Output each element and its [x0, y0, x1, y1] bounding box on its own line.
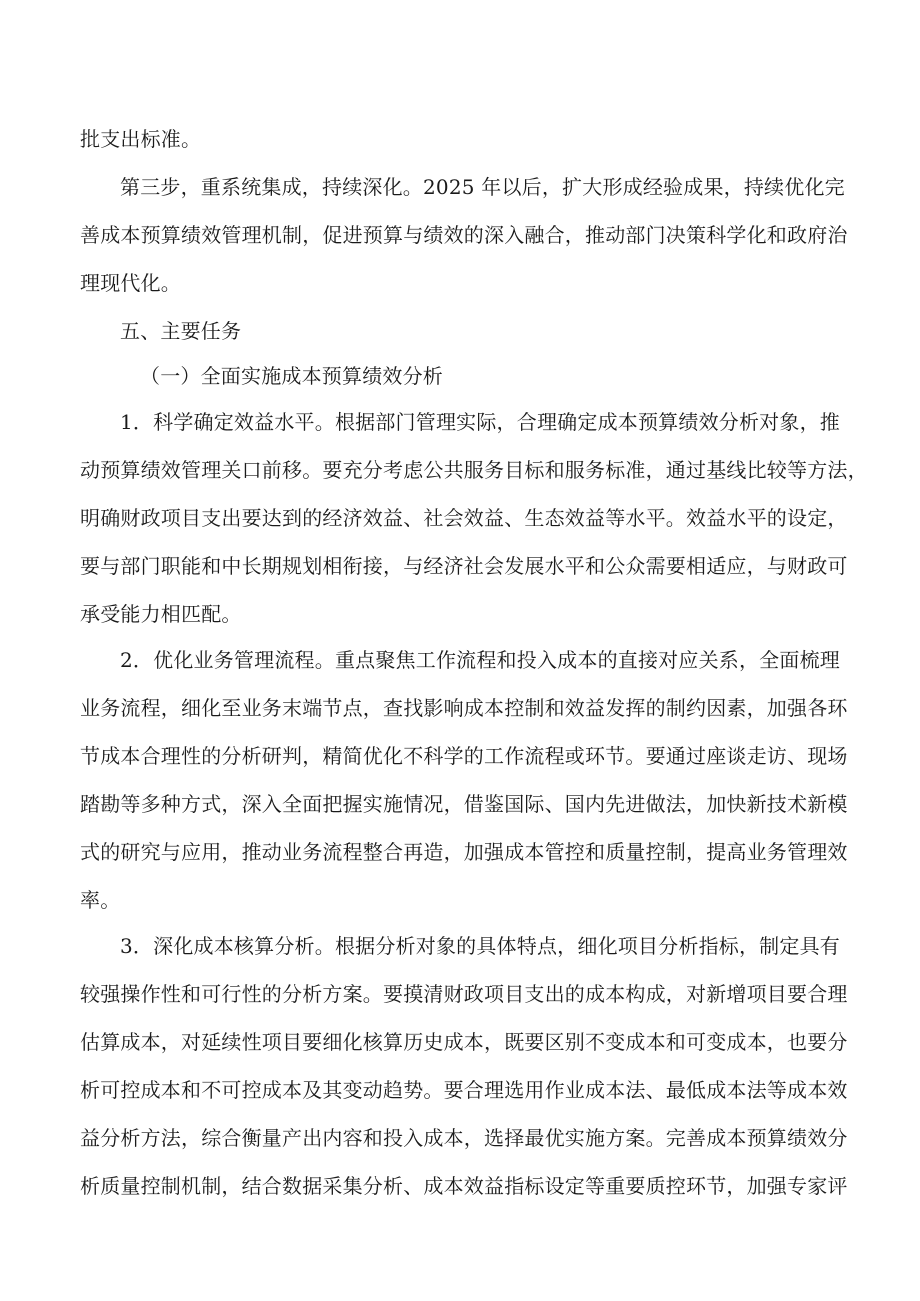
paragraph-line: 率。: [80, 888, 121, 912]
paragraph-line: 益分析方法，综合衡量产出内容和投入成本，选择最优实施方案。完善成本预算绩效分: [80, 1126, 848, 1150]
paragraph-line: 估算成本，对延续性项目要细化核算历史成本，既要区别不变成本和可变成本，也要分: [80, 1030, 848, 1054]
paragraph-line: 式的研究与应用，推动业务流程整合再造，加强成本管控和质量控制，提高业务管理效: [80, 840, 848, 864]
paragraph-line: 析可控成本和不可控成本及其变动趋势。要合理选用作业成本法、最低成本法等成本效: [80, 1078, 848, 1102]
paragraph-line: 动预算绩效管理关口前移。要充分考虑公共服务目标和服务标准，通过基线比较等方法，: [80, 458, 868, 482]
paragraph-line: 踏勘等多种方式，深入全面把握实施情况，借鉴国际、国内先进做法，加快新技术新模: [80, 792, 848, 816]
section-heading: 五、主要任务: [120, 319, 242, 343]
paragraph-line: 明确财政项目支出要达到的经济效益、社会效益、生态效益等水平。效益水平的设定，: [80, 506, 848, 530]
paragraph-line: 第三步，重系统集成，持续深化。2025 年以后，扩大形成经验成果，持续优化完: [120, 175, 845, 199]
paragraph-line: 批支出标准。: [80, 127, 202, 151]
paragraph-line: 承受能力相匹配。: [80, 602, 242, 626]
paragraph-line: 业务流程，细化至业务末端节点，查找影响成本控制和效益发挥的制约因素，加强各环: [80, 696, 848, 720]
paragraph-line: 要与部门职能和中长期规划相衔接，与经济社会发展水平和公众需要相适应，与财政可: [80, 554, 848, 578]
paragraph-line: 善成本预算绩效管理机制，促进预算与绩效的深入融合，推动部门决策科学化和政府治: [80, 223, 848, 247]
paragraph-line: 2．优化业务管理流程。重点聚焦工作流程和投入成本的直接对应关系，全面梳理: [120, 648, 840, 672]
paragraph-line: 析质量控制机制，结合数据采集分析、成本效益指标设定等重要质控环节，加强专家评: [80, 1174, 848, 1198]
paragraph-line: 理现代化。: [80, 271, 181, 295]
paragraph-line: 3．深化成本核算分析。根据分析对象的具体特点，细化项目分析指标，制定具有: [120, 934, 840, 958]
subsection-heading: （一）全面实施成本预算绩效分析: [140, 364, 443, 388]
paragraph-line: 1．科学确定效益水平。根据部门管理实际，合理确定成本预算绩效分析对象，推: [120, 410, 840, 434]
paragraph-line: 节成本合理性的分析研判，精简优化不科学的工作流程或环节。要通过座谈走访、现场: [80, 744, 848, 768]
paragraph-line: 较强操作性和可行性的分析方案。要摸清财政项目支出的成本构成，对新增项目要合理: [80, 982, 848, 1006]
